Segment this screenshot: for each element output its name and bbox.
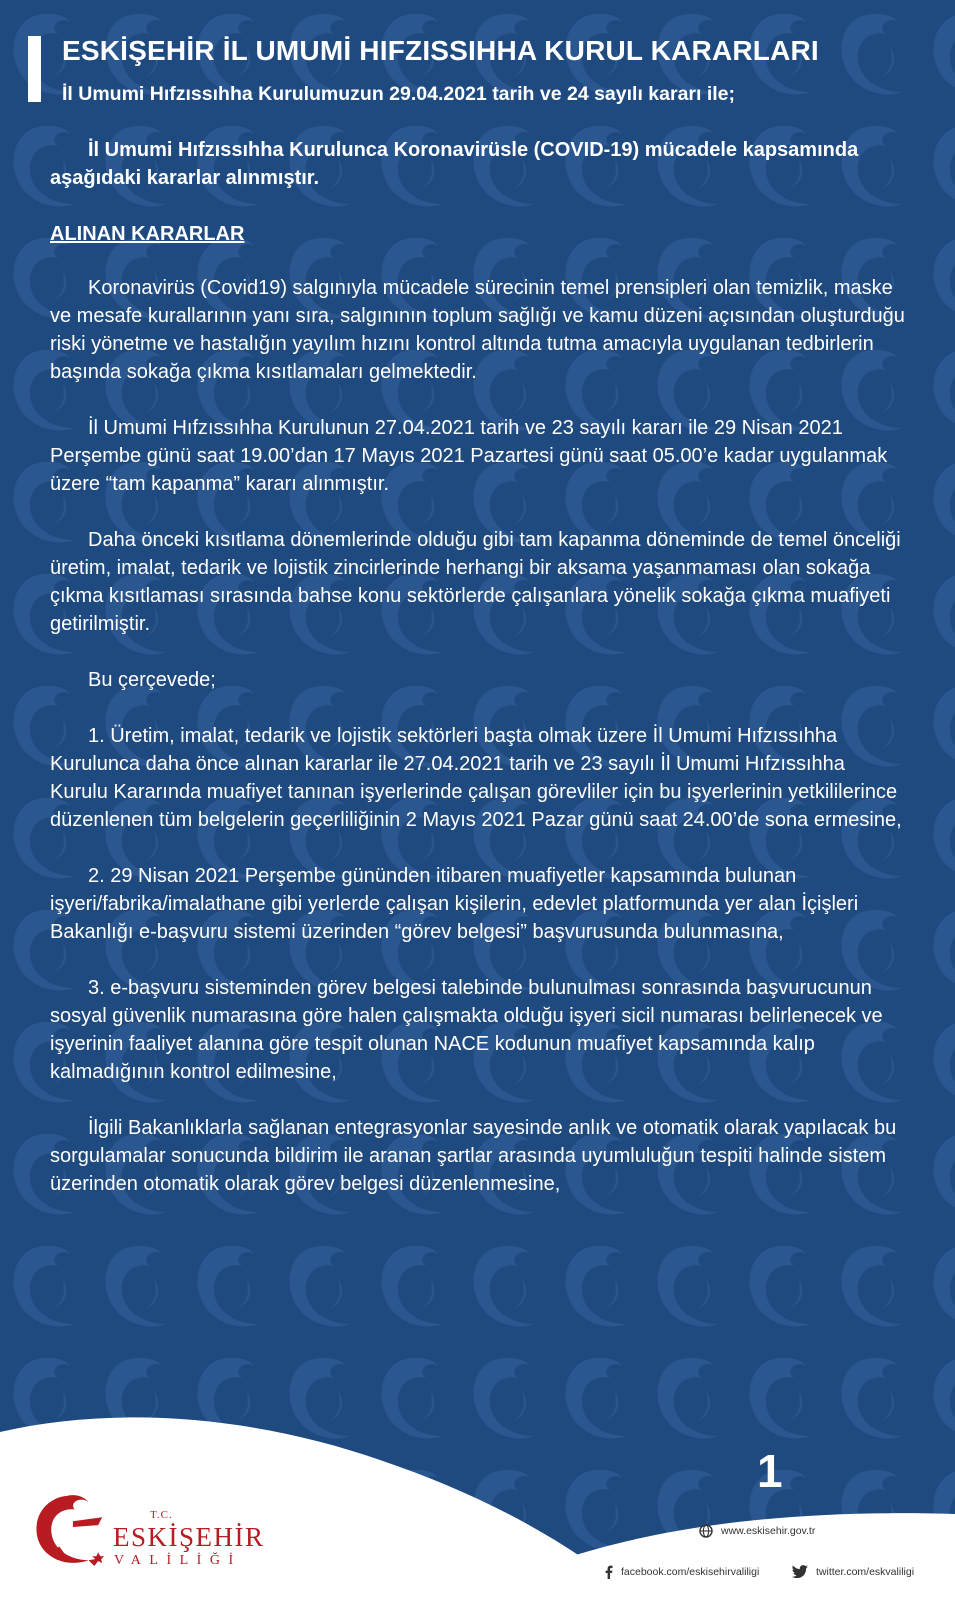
header-accent-bar [28, 36, 41, 102]
page-number: 1 [757, 1445, 783, 1497]
paragraph-restrictions: Koronavirüs (Covid19) salgınıyla mücadele sürecinin temel prensipleri olan temizlik, maske ve mesafe kurallarının yanı sıra, salgınının toplum sağlığı ve kamu düzeni açısından oluşturduğu riski yönetme ve hastalığın yayılım hızını kontrol altında tutma amacıyla uygulanan tedbirlerin başında sokağa çıkma kısıtlamaları gelmektedir. [50, 277, 905, 383]
website-link[interactable] [699, 1524, 815, 1538]
twitter-link[interactable] [792, 1565, 914, 1578]
paragraph-full-lockdown: İl Umumi Hıfzıssıhha Kurulunun 27.04.2021 tarih ve 23 sayılı kararı ile 29 Nisan 2021 Perşembe günü saat 19.00’dan 17 Mayıs 2021 Pazartesi günü saat 05.00’e kadar uygulanmak üzere “tam kapanma” kararı alınmıştır. [50, 417, 888, 495]
twitter-icon [792, 1565, 808, 1578]
decision-item-1: 1. Üretim, imalat, tedarik ve lojistik sektörleri başta olmak üzere İl Umumi Hıfzıssıhha Kurulunca daha önce alınan kararlar ile 27.04.2021 tarih ve 23 sayılı İl Umumi Hıfzıssıhha Kurulu Kararında muafiyet tanınan işyerlerinde çalışan görevliler için bu işyerlerinin yetkililerince düzenlenen tüm belgelerin geçerliliğinin 2 Mayıs 2021 Pazar günü saat 24.00’de sona ermesine, [50, 725, 902, 831]
paragraph-exemption: Daha önceki kısıtlama dönemlerinde olduğu gibi tam kapanma döneminde de temel önceliği üretim, imalat, tedarik ve lojistik zincirlerinde herhangi bir aksama yaşanmaması olan sokağa çıkma kısıtlaması sırasında bahse konu sektörlerde çalışanlara yönelik sokağa çıkma muafiyeti getirilmiştir. [50, 529, 901, 635]
page-title: ESKİŞEHİR İL UMUMİ HIFZISSIHHA KURUL KARARLARI [62, 35, 819, 66]
governorship-logo-icon [30, 1488, 108, 1570]
decision-item-2: 2. 29 Nisan 2021 Perşembe gününden itibaren muafiyetler kapsamında bulunan işyeri/fabrika/imalathane gibi yerlerde çalışan kişilerin, edevlet platformunda yer alan İçişleri Bakanlığı e-başvuru sistemi üzerinden “görev belgesi” başvurusunda bulunmasına, [50, 865, 859, 943]
facebook-link[interactable] [605, 1565, 759, 1579]
intro-paragraph: İl Umumi Hıfzıssıhha Kurulunca Koronavirüsle (COVID-19) mücadele kapsamında aşağıdaki kararlar alınmıştır. [50, 139, 859, 189]
logo-tc-text: T.C. [150, 1509, 173, 1521]
facebook-text: facebook.com/eskisehirvaliligi [621, 1566, 760, 1578]
website-text: www.eskisehir.gov.tr [721, 1525, 816, 1537]
logo-sub-text: VALİLİĞİ [114, 1553, 242, 1568]
decision-item-3: 3. e-başvuru sisteminden görev belgesi talebinde bulunulması sonrasında başvurucunun sosyal güvenlik numarasına göre halen çalışmakta olduğu işyeri sicil numarası belirlenecek ve işyerinin faaliyet alanına göre tespit olunan NACE kodunun muafiyet kapsamında kalıp kalmadığının kontrol edilmesine, [50, 977, 883, 1083]
page-subtitle: İl Umumi Hıfzıssıhha Kurulumuzun 29.04.2021 tarih ve 24 sayılı kararı ile; [62, 83, 736, 105]
decisions-heading: ALINAN KARARLAR [50, 223, 245, 245]
decision-content [50, 136, 908, 1226]
logo-city-text: ESKİŞEHİR [113, 1522, 265, 1552]
twitter-text: twitter.com/eskvaliligi [816, 1565, 915, 1578]
paragraph-framework: Bu çerçevede; [88, 669, 216, 691]
paragraph-integration: İlgili Bakanlıklarla sağlanan entegrasyonlar sayesinde anlık ve otomatik olarak yapılacak bu sorgulamalar sonucunda bildirim ile aranan şartlar arasında uyumluluğun tespiti halinde sistem üzerinden otomatik olarak görev belgesi düzenlenmesine, [50, 1117, 897, 1195]
globe-icon [699, 1524, 713, 1538]
facebook-icon [605, 1565, 613, 1579]
